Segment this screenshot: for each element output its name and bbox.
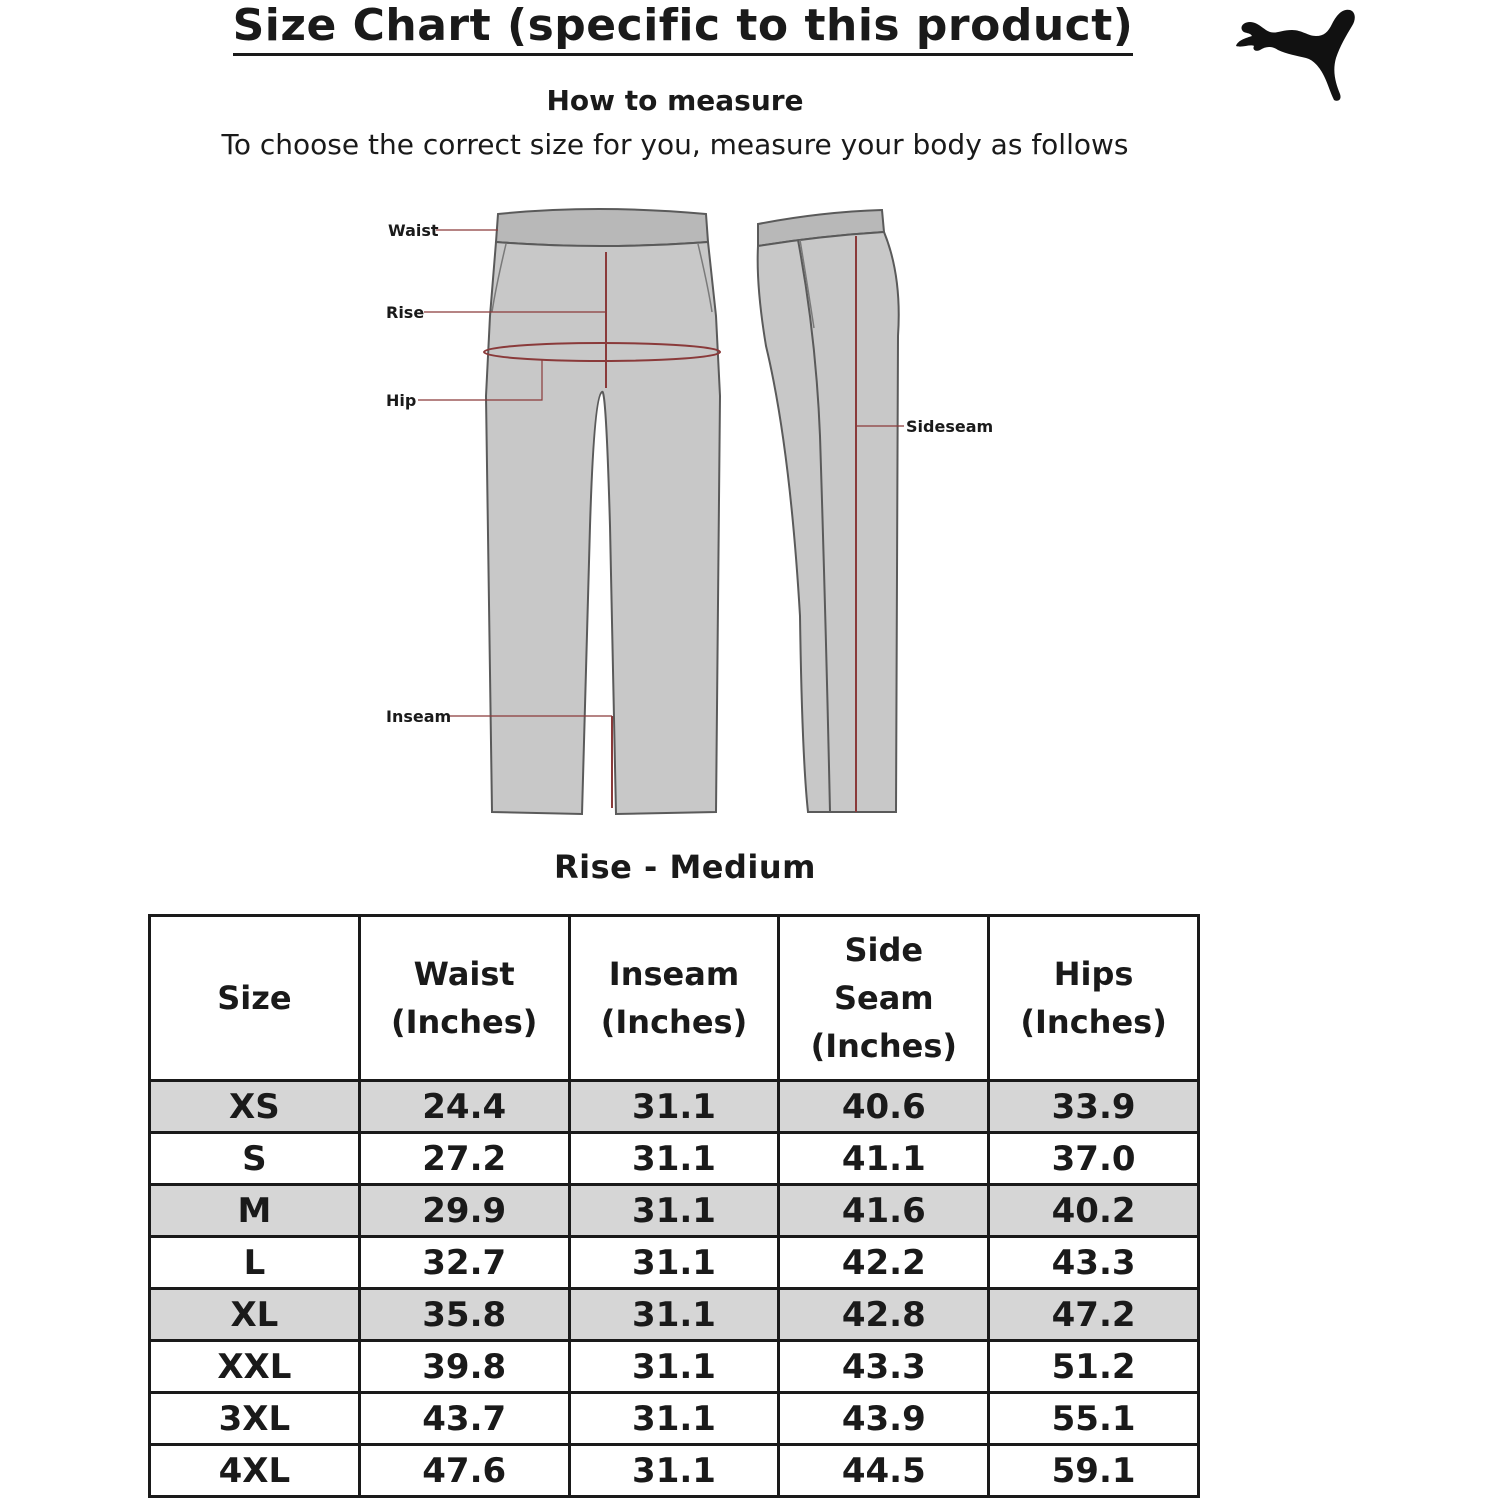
cell-size: M <box>150 1185 360 1237</box>
cell-inseam: 31.1 <box>569 1289 779 1341</box>
table-row <box>150 1081 1199 1133</box>
cell-size: XL <box>150 1289 360 1341</box>
inseam-label: Inseam <box>386 707 452 726</box>
rise-diagram-label: Rise <box>386 303 425 322</box>
cell-size: 3XL <box>150 1393 360 1445</box>
rise-type-label: Rise - Medium <box>554 848 816 886</box>
table-row <box>150 1133 1199 1185</box>
pants-side-view <box>758 210 899 812</box>
cell-size: S <box>150 1133 360 1185</box>
table-row <box>150 1185 1199 1237</box>
page-title-text: Size Chart (specific to this product) <box>233 0 1134 56</box>
waist-label: Waist <box>388 221 439 240</box>
cell-side-seam: 42.2 <box>779 1237 989 1289</box>
header-waist: Waist (Inches) <box>359 916 569 1081</box>
cell-inseam: 31.1 <box>569 1445 779 1497</box>
cell-inseam: 31.1 <box>569 1341 779 1393</box>
table-row <box>150 1289 1199 1341</box>
hip-label: Hip <box>386 391 417 410</box>
cell-hips: 51.2 <box>989 1341 1199 1393</box>
cell-hips: 43.3 <box>989 1237 1199 1289</box>
table-header-row <box>150 916 1199 1081</box>
cell-hips: 55.1 <box>989 1393 1199 1445</box>
cell-inseam: 31.1 <box>569 1081 779 1133</box>
cell-waist: 24.4 <box>359 1081 569 1133</box>
cell-side-seam: 44.5 <box>779 1445 989 1497</box>
cell-hips: 47.2 <box>989 1289 1199 1341</box>
how-to-measure-heading: How to measure <box>546 84 804 117</box>
sideseam-label: Sideseam <box>906 417 994 436</box>
measure-instructions: To choose the correct size for you, measure your body as follows <box>221 128 1129 161</box>
cell-hips: 33.9 <box>989 1081 1199 1133</box>
pants-front-view <box>484 209 720 814</box>
cell-waist: 35.8 <box>359 1289 569 1341</box>
table-row <box>150 1341 1199 1393</box>
table-row <box>150 1237 1199 1289</box>
cell-inseam: 31.1 <box>569 1237 779 1289</box>
cell-hips: 59.1 <box>989 1445 1199 1497</box>
cell-waist: 47.6 <box>359 1445 569 1497</box>
cell-inseam: 31.1 <box>569 1185 779 1237</box>
cell-side-seam: 41.1 <box>779 1133 989 1185</box>
cell-waist: 29.9 <box>359 1185 569 1237</box>
cell-size: XS <box>150 1081 360 1133</box>
cell-size: XXL <box>150 1341 360 1393</box>
size-table <box>148 914 1200 1498</box>
pants-measurement-diagram <box>370 196 1010 826</box>
cell-side-seam: 42.8 <box>779 1289 989 1341</box>
cell-side-seam: 43.9 <box>779 1393 989 1445</box>
header-inseam: Inseam (Inches) <box>569 916 779 1081</box>
cell-waist: 27.2 <box>359 1133 569 1185</box>
cell-inseam: 31.1 <box>569 1393 779 1445</box>
header-size: Size <box>150 916 360 1081</box>
table-row <box>150 1445 1199 1497</box>
table-row <box>150 1393 1199 1445</box>
cell-side-seam: 41.6 <box>779 1185 989 1237</box>
cell-inseam: 31.1 <box>569 1133 779 1185</box>
cell-hips: 40.2 <box>989 1185 1199 1237</box>
cell-side-seam: 43.3 <box>779 1341 989 1393</box>
cell-size: 4XL <box>150 1445 360 1497</box>
cell-side-seam: 40.6 <box>779 1081 989 1133</box>
cell-waist: 39.8 <box>359 1341 569 1393</box>
cell-hips: 37.0 <box>989 1133 1199 1185</box>
cell-size: L <box>150 1237 360 1289</box>
cell-waist: 43.7 <box>359 1393 569 1445</box>
cell-waist: 32.7 <box>359 1237 569 1289</box>
header-hips: Hips (Inches) <box>989 916 1199 1081</box>
page-title <box>0 0 1366 51</box>
header-side-seam: Side Seam (Inches) <box>779 916 989 1081</box>
